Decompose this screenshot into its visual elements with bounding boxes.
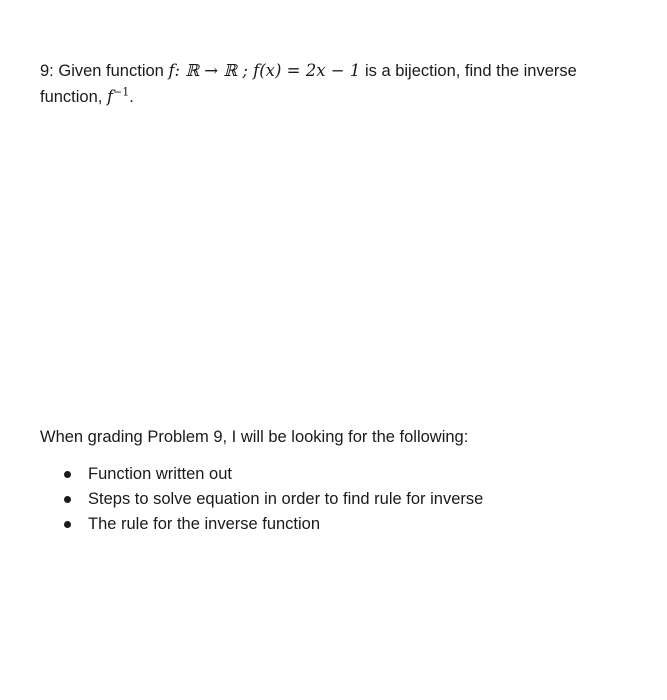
inverse-exponent: −1 [113,85,130,99]
grading-criteria-list [40,462,640,537]
grading-heading: When grading Problem 9, I will be looking for the following: [40,428,469,446]
criteria-text: The rule for the inverse function [88,515,321,533]
function-rule: f(x) = 2x − 1 [253,61,361,80]
criteria-text: Steps to solve equation in order to find rule for inverse [88,490,484,508]
problem-number: 9: [40,62,54,80]
list-item [40,487,640,512]
problem-rest-text: is a bijection, find the inverse [364,62,577,80]
list-item [40,512,640,537]
bullet-icon [64,471,71,478]
problem-line2-text: function, [40,88,103,106]
criteria-text: Function written out [88,465,232,483]
grading-section [40,426,640,537]
problem-given-text: Given function [58,62,164,80]
function-domain-map: f: ℝ → ℝ ; [168,61,254,80]
list-item [40,462,640,487]
inverse-base: f [106,87,114,106]
bullet-icon [64,496,71,503]
bullet-icon [64,521,71,528]
problem-statement [40,58,640,110]
inverse-notation [107,87,129,106]
problem-period: . [129,88,134,106]
